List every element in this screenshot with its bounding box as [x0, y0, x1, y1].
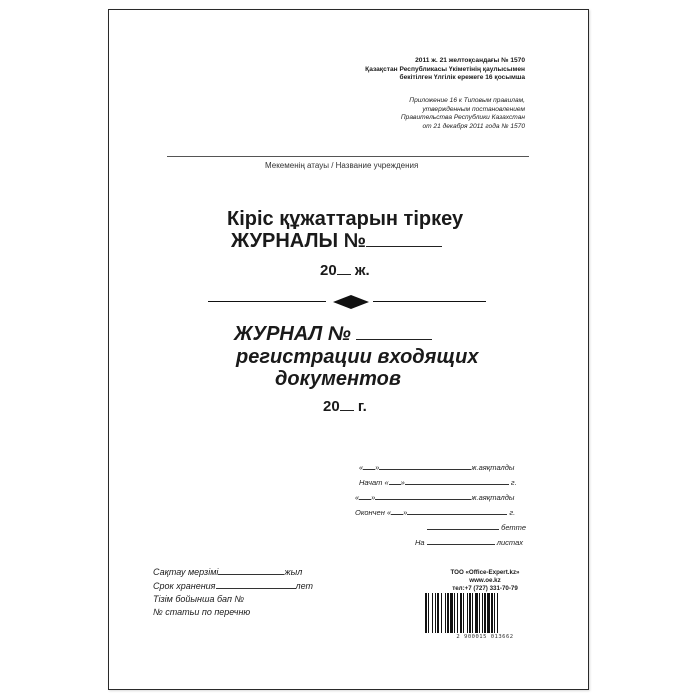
- year-ru-blank: [340, 409, 354, 411]
- barcode-digits: 2 900015 013662: [456, 634, 514, 640]
- org-name-caption: Мекеменің атауы / Название учреждения: [265, 161, 419, 170]
- quote-close: »: [403, 508, 408, 517]
- field-pages-ru-suffix: листах: [496, 538, 524, 547]
- divider-diamond-icon: [333, 295, 369, 309]
- year-ru-suffix: г.: [357, 398, 367, 415]
- decree-ru: [401, 97, 525, 131]
- company-info: [425, 569, 545, 593]
- title-ru-line3: документов: [275, 368, 401, 390]
- storage-ru-suffix: лет: [295, 581, 313, 591]
- quote-open: «: [386, 508, 392, 517]
- day-blank: [391, 507, 403, 515]
- journal-number-blank-kz: [366, 245, 442, 247]
- field-started-ru-label: Начат: [359, 478, 383, 487]
- company-phone: тел:+7 (727) 331-70-79: [452, 585, 518, 592]
- quote-close: »: [400, 478, 405, 487]
- field-pages-kz-suffix: бетте: [501, 523, 527, 532]
- field-finished-ru-suffix: г.: [509, 508, 516, 517]
- decree-ru-line2: утвержденным постановлением: [422, 105, 525, 113]
- field-finished-ru-label: Окончен: [355, 508, 385, 517]
- org-name-line: [167, 156, 529, 157]
- field-pages-ru: [415, 537, 523, 547]
- quote-close: »: [371, 493, 376, 502]
- quote-open: «: [384, 478, 389, 487]
- decree-kz-line3: бекітілген Үлгілік ережеге 16 қосымша: [399, 74, 525, 81]
- field-pages-kz: [427, 522, 526, 532]
- title-kz-line1: Кіріс құжаттарын тіркеу: [227, 208, 464, 230]
- field-finished-ru: [355, 507, 515, 517]
- pages-kz-blank: [427, 522, 499, 530]
- title-ru-line1: [234, 323, 432, 346]
- title-ru-line2: регистрации входящих: [236, 346, 479, 368]
- year-kz-blank: [337, 273, 351, 275]
- decree-kz-line2: Қазақстан Республикасы Үкіметінің қаулысымен: [365, 65, 525, 73]
- storage-ru-label: Срок хранения: [153, 581, 216, 591]
- year-kz: [320, 262, 370, 279]
- decree-kz-line1: 2011 ж. 21 желтоқсандағы № 1570: [415, 57, 525, 64]
- month-blank: [407, 507, 507, 515]
- quote-open: «: [359, 463, 364, 472]
- day-blank: [389, 477, 401, 485]
- storage-kz-suffix: жыл: [284, 567, 303, 577]
- pages-ru-blank: [427, 537, 495, 545]
- title-kz-number-label: ЖУРНАЛЫ №: [231, 230, 366, 252]
- field-finished-kz-suffix: ж.аяқталды: [471, 493, 515, 502]
- month-blank: [375, 492, 471, 500]
- company-name: ТОО «Office-Expert.kz»: [450, 569, 520, 576]
- article-line-kz: Тізім бойынша бап №: [153, 594, 245, 604]
- day-blank: [359, 492, 371, 500]
- decree-ru-line4: от 21 декабря 2011 года № 1570: [422, 122, 525, 130]
- year-ru-prefix: 20: [323, 398, 340, 415]
- month-blank: [379, 462, 471, 470]
- storage-kz-blank: [218, 567, 284, 575]
- field-finished-kz: [355, 492, 514, 502]
- year-kz-suffix: ж.: [354, 262, 370, 279]
- journal-number-blank-ru: [356, 338, 432, 340]
- article-line-ru: № статьи по перечню: [153, 607, 251, 617]
- field-pages-ru-prefix: На: [415, 538, 425, 547]
- year-kz-prefix: 20: [320, 262, 337, 279]
- month-blank: [405, 477, 509, 485]
- field-started-ru: [359, 477, 517, 487]
- storage-kz-label: Сақтау мерзімі: [153, 567, 219, 577]
- quote-close: »: [375, 463, 380, 472]
- storage-line-ru: [153, 581, 313, 591]
- company-site: www.oe.kz: [469, 577, 501, 584]
- decree-kz: [365, 57, 525, 83]
- year-ru: [323, 398, 367, 415]
- barcode: [423, 593, 547, 635]
- field-started-kz: [359, 462, 514, 472]
- title-ru-number-label: ЖУРНАЛ №: [234, 323, 351, 345]
- storage-line-kz: [153, 567, 302, 577]
- quote-open: «: [355, 493, 360, 502]
- divider-left: [208, 301, 326, 302]
- journal-cover: [108, 9, 589, 690]
- title-kz-line2: [231, 230, 442, 253]
- divider-right: [373, 301, 486, 302]
- field-started-ru-suffix: г.: [510, 478, 517, 487]
- decree-ru-line1: Приложение 16 к Типовым правилам,: [409, 97, 525, 104]
- storage-ru-blank: [216, 581, 296, 589]
- decree-ru-line3: Правительства Республики Казахстан: [400, 114, 525, 121]
- field-started-kz-suffix: ж.аяқталды: [471, 463, 515, 472]
- day-blank: [363, 462, 375, 470]
